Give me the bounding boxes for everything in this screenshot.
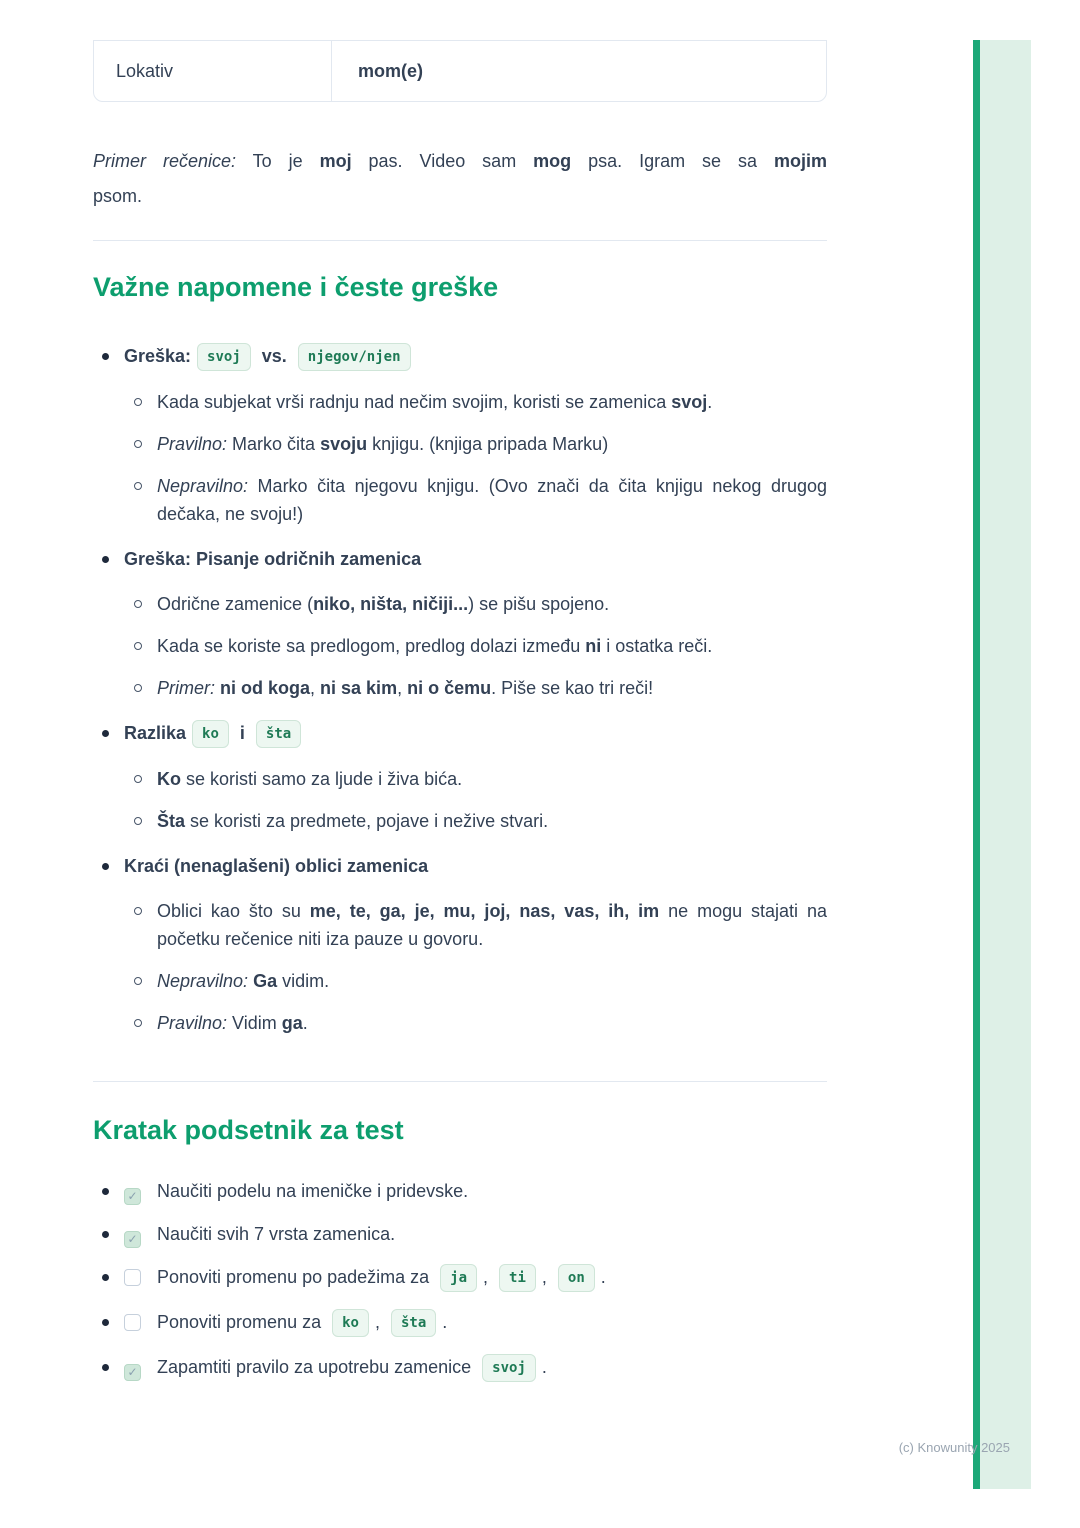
- text-segment: .: [707, 392, 713, 412]
- checkbox[interactable]: [124, 1231, 141, 1248]
- note-sub-item: [124, 967, 827, 995]
- text-segment: .: [302, 1013, 308, 1033]
- text-segment: ,: [374, 1312, 385, 1332]
- text-segment: Greška:: [124, 346, 192, 366]
- text-segment: Nepravilno:: [157, 971, 249, 991]
- text-segment: ga: [281, 1013, 303, 1033]
- code-badge: njegov/njen: [298, 343, 411, 371]
- text-segment: ,: [310, 678, 321, 698]
- text-segment: psom.: [93, 186, 143, 206]
- example-sentence-line1: [93, 144, 827, 179]
- text-segment: Ko: [157, 769, 181, 789]
- code-badge: on: [558, 1264, 595, 1292]
- test-checklist: [93, 1178, 827, 1383]
- note-sub-item: [124, 807, 827, 835]
- copyright-note: (c) Knowunity 2025: [898, 1440, 1010, 1455]
- text-segment: Marko čita njegovu knjigu. (Ovo znači da čita knjigu nekog drugog dečaka, ne svoju!): [157, 476, 827, 524]
- accent-stripe-line: [973, 40, 980, 1489]
- note-sub-item: [124, 765, 827, 793]
- note-sub-item: [124, 430, 827, 458]
- note-sub-item: [124, 388, 827, 416]
- text-segment: pas. Video sam: [351, 151, 534, 171]
- code-badge: šta: [256, 720, 301, 748]
- checkbox[interactable]: [124, 1269, 141, 1286]
- text-segment: Naučiti svih 7 vrsta zamenica.: [157, 1224, 396, 1244]
- document-content: [93, 0, 827, 1399]
- table-cell-case: Lokativ: [94, 41, 332, 101]
- checkbox[interactable]: [124, 1314, 141, 1331]
- text-segment: ,: [483, 1267, 494, 1287]
- text-segment: Greška: Pisanje odričnih zamenica: [124, 549, 422, 569]
- text-segment: .: [442, 1312, 448, 1332]
- text-segment: i: [234, 723, 250, 743]
- note-sub-item: [124, 897, 827, 953]
- checkbox[interactable]: [124, 1188, 141, 1205]
- text-segment: Ga: [253, 971, 278, 991]
- checkmark-icon: ✓: [127, 1232, 138, 1246]
- note-item: [93, 851, 827, 1037]
- text-segment: knjigu. (knjiga pripada Marku): [367, 434, 609, 454]
- code-badge: šta: [391, 1309, 436, 1337]
- text-segment: vidim.: [277, 971, 330, 991]
- text-segment: ni od koga: [220, 678, 311, 698]
- text-segment: Nepravilno:: [157, 476, 249, 496]
- checklist-text: [157, 1181, 468, 1201]
- text-segment: niko, ništa, ničiji...: [313, 594, 469, 614]
- text-segment: .: [541, 1357, 547, 1377]
- note-sub-item: [124, 632, 827, 660]
- text-segment: moj: [319, 151, 352, 171]
- note-sub-list: [124, 388, 827, 528]
- example-sentence-paragraph: [93, 144, 827, 214]
- reminder-heading: Kratak podsetnik za test: [93, 1115, 404, 1145]
- note-sub-item: [124, 590, 827, 618]
- checklist-text: [157, 1312, 447, 1332]
- note-sub-list: [124, 897, 827, 1037]
- example-sentence-line2: [93, 179, 827, 214]
- table-cell-form: mom(e): [358, 60, 424, 81]
- text-segment: i ostatka reči.: [601, 636, 713, 656]
- section-divider: [93, 240, 827, 241]
- text-segment: Ponoviti promenu po padežima za: [157, 1267, 435, 1287]
- accent-stripe-panel: [980, 40, 1031, 1489]
- note-item: [93, 544, 827, 702]
- text-segment: Pravilno:: [157, 1013, 228, 1033]
- code-badge: ko: [332, 1309, 369, 1337]
- notes-list: [93, 341, 827, 1037]
- checklist-item: [93, 1354, 827, 1383]
- checkbox[interactable]: [124, 1364, 141, 1381]
- text-segment: ,: [541, 1267, 552, 1287]
- checklist-item: [93, 1221, 827, 1248]
- note-title: [124, 341, 827, 372]
- text-segment: vs.: [256, 346, 292, 366]
- text-segment: To je: [236, 151, 320, 171]
- code-badge: ti: [499, 1264, 536, 1292]
- text-segment: Zapamtiti pravilo za upotrebu zamenice: [157, 1357, 477, 1377]
- text-segment: Ponoviti promenu za: [157, 1312, 327, 1332]
- text-segment: . Piše se kao tri reči!: [491, 678, 654, 698]
- text-segment: Kada subjekat vrši radnju nad nečim svojim, koristi se zamenica: [157, 392, 672, 412]
- text-segment: ) se pišu spojeno.: [468, 594, 610, 614]
- section-divider: [93, 1081, 827, 1082]
- note-title: [124, 544, 827, 574]
- note-sub-list: [124, 765, 827, 835]
- text-segment: svoj: [671, 392, 708, 412]
- text-segment: mog: [533, 151, 572, 171]
- text-segment: psa. Igram se sa: [571, 151, 774, 171]
- checklist-item: [93, 1309, 827, 1338]
- text-segment: Marko čita: [227, 434, 321, 454]
- text-segment: Pravilno:: [157, 434, 228, 454]
- text-segment: Oblici kao što su: [157, 901, 310, 921]
- declension-table-row: [93, 40, 827, 102]
- text-segment: Naučiti podelu na imeničke i pridevske.: [157, 1181, 469, 1201]
- checklist-text: [157, 1224, 395, 1244]
- checklist-text: [157, 1267, 606, 1287]
- text-segment: se koristi samo za ljude i živa bića.: [181, 769, 463, 789]
- checklist-item: [93, 1264, 827, 1293]
- text-segment: Kada se koriste sa predlogom, predlog dolazi između: [157, 636, 586, 656]
- text-segment: svoju: [320, 434, 368, 454]
- checkmark-icon: ✓: [127, 1365, 138, 1379]
- text-segment: se koristi za predmete, pojave i nežive stvari.: [185, 811, 549, 831]
- text-segment: ni sa kim: [320, 678, 398, 698]
- code-badge: ko: [192, 720, 229, 748]
- checkmark-icon: ✓: [127, 1189, 138, 1203]
- text-segment: .: [600, 1267, 606, 1287]
- text-segment: me, te, ga, je, mu, joj, nas, vas, ih, im: [309, 901, 660, 921]
- text-segment: mojim: [773, 151, 827, 171]
- text-segment: Vidim: [227, 1013, 282, 1033]
- text-segment: ni o čemu: [407, 678, 492, 698]
- text-segment: Kraći (nenaglašeni) oblici zamenica: [124, 856, 429, 876]
- note-sub-item: [124, 674, 827, 702]
- note-sub-item: [124, 472, 827, 528]
- code-badge: svoj: [197, 343, 251, 371]
- text-segment: ni: [585, 636, 602, 656]
- notes-heading: Važne napomene i česte greške: [93, 272, 499, 302]
- text-segment: ,: [397, 678, 408, 698]
- note-title: [124, 851, 827, 881]
- checklist-item: [93, 1178, 827, 1205]
- note-sub-item: [124, 1009, 827, 1037]
- checklist-text: [157, 1357, 547, 1377]
- text-segment: Šta: [157, 811, 186, 831]
- text-segment: ne mogu stajati na početku rečenice niti iza pauze u govoru.: [157, 901, 827, 949]
- text-segment: Razlika: [124, 723, 187, 743]
- note-title: [124, 718, 827, 749]
- note-sub-list: [124, 590, 827, 702]
- note-item: [93, 341, 827, 528]
- code-badge: svoj: [482, 1354, 536, 1382]
- text-segment: Primer rečenice:: [93, 151, 236, 171]
- code-badge: ja: [440, 1264, 477, 1292]
- text-segment: Primer:: [157, 678, 215, 698]
- note-item: [93, 718, 827, 835]
- text-segment: Odrične zamenice (: [157, 594, 314, 614]
